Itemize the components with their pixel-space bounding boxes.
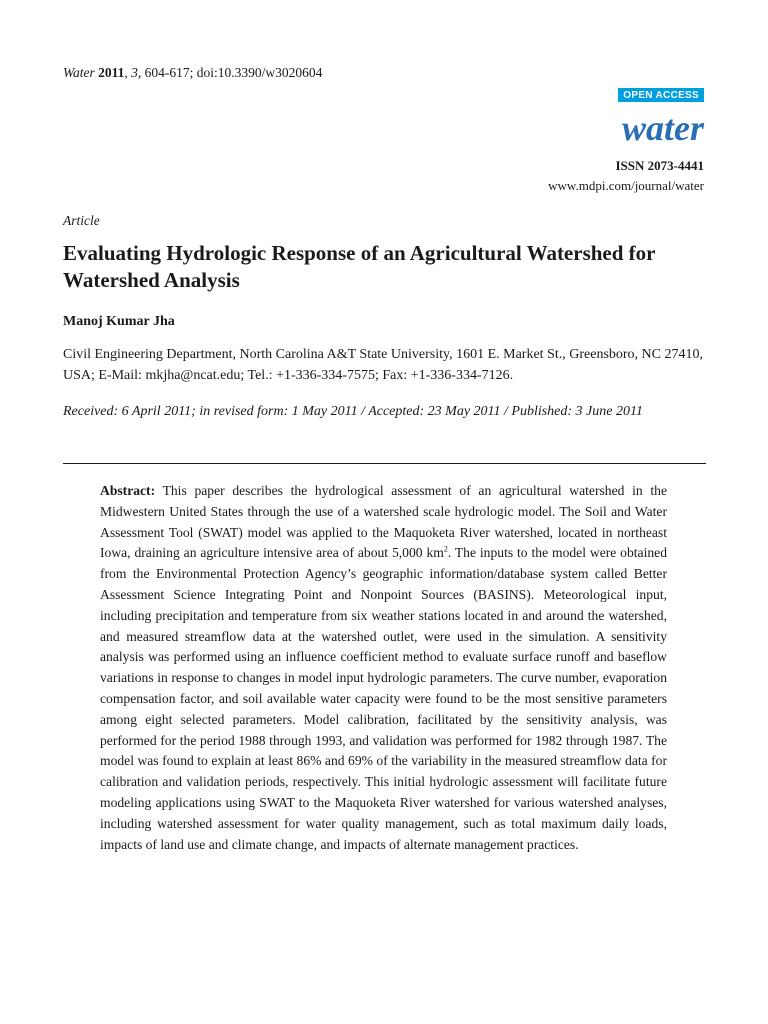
- citation-volume: 3: [131, 65, 138, 80]
- citation-pages-doi: , 604-617; doi:10.3390/w3020604: [137, 65, 323, 80]
- journal-name: Water: [63, 65, 95, 80]
- journal-logo: water: [621, 108, 704, 148]
- abstract-text-part2: . The inputs to the model were obtained from the Environmental Protection Agency’s geographic information/database system called Better Assessment Science Integrating Point and Nonpoint Sources (BASINS). Meteorological input, including precipitation and temperature from six weather stations located in and around the watershed, and measured streamflow data at the watershed outlet, were used in the simulation. A sensitivity analysis was performed using an influence coefficient method to evaluate surface runoff and baseflow variations in response to changes in model input hydrologic parameters. The curve number, evaporation compensation factor, and soil available water capacity were found to be the most sensitive parameters among eight selected parameters. Model calibration, facilitated by the sensitivity analysis, was performed for the period 1988 through 1993, and validation was performed for 1982 through 1987. The model was found to explain at least 86% and 69% of the variability in the measured streamflow data for calibration and validation periods, respectively. This initial hydrologic assessment will facilitate future modeling applications using SWAT to the Maquoketa River watershed for various watershed analyses, including watershed assessment for water quality management, such as total maximum daily loads, impacts of land use and climate change, and impacts of alternate management practices.: [100, 545, 667, 852]
- article-type: Article: [63, 213, 100, 228]
- citation-year: 2011: [98, 65, 125, 80]
- journal-url[interactable]: www.mdpi.com/journal/water: [548, 178, 704, 193]
- publication-dates: Received: 6 April 2011; in revised form: 1 May 2011 / Accepted: 23 May 2011 / Published: 3 June 2011: [63, 404, 643, 419]
- abstract-label: Abstract:: [100, 483, 156, 498]
- author-affiliation: Civil Engineering Department, North Carolina A&T State University, 1601 E. Market St., Greensboro, NC 27410, USA; E-Mail: mkjha@ncat.edu; Tel.: +1-336-334-7575; Fax: +1-336-334-7126.: [63, 347, 704, 383]
- paper-title: Evaluating Hydrologic Response of an Agricultural Watershed for Watershed Analysis: [63, 241, 656, 292]
- header-divider: [63, 463, 706, 464]
- abstract-text-part1: This paper describes the hydrological assessment of an agricultural watershed in the Midwestern United States through the use of a watershed scale hydrologic model. The Soil and Water Assessment Tool (SWAT) model was applied to the Maquoketa River watershed, located in northeast Iowa, draining an agriculture intensive area of about 5,000 km: [100, 483, 667, 561]
- abstract-superscript: 2: [443, 544, 448, 554]
- citation-line: Water 2011, 3, 604-617; doi:10.3390/w3020604: [63, 65, 323, 80]
- open-access-badge: OPEN ACCESS: [618, 88, 704, 102]
- abstract: [100, 481, 667, 855]
- author-name: Manoj Kumar Jha: [63, 314, 175, 329]
- issn: ISSN 2073-4441: [615, 158, 704, 173]
